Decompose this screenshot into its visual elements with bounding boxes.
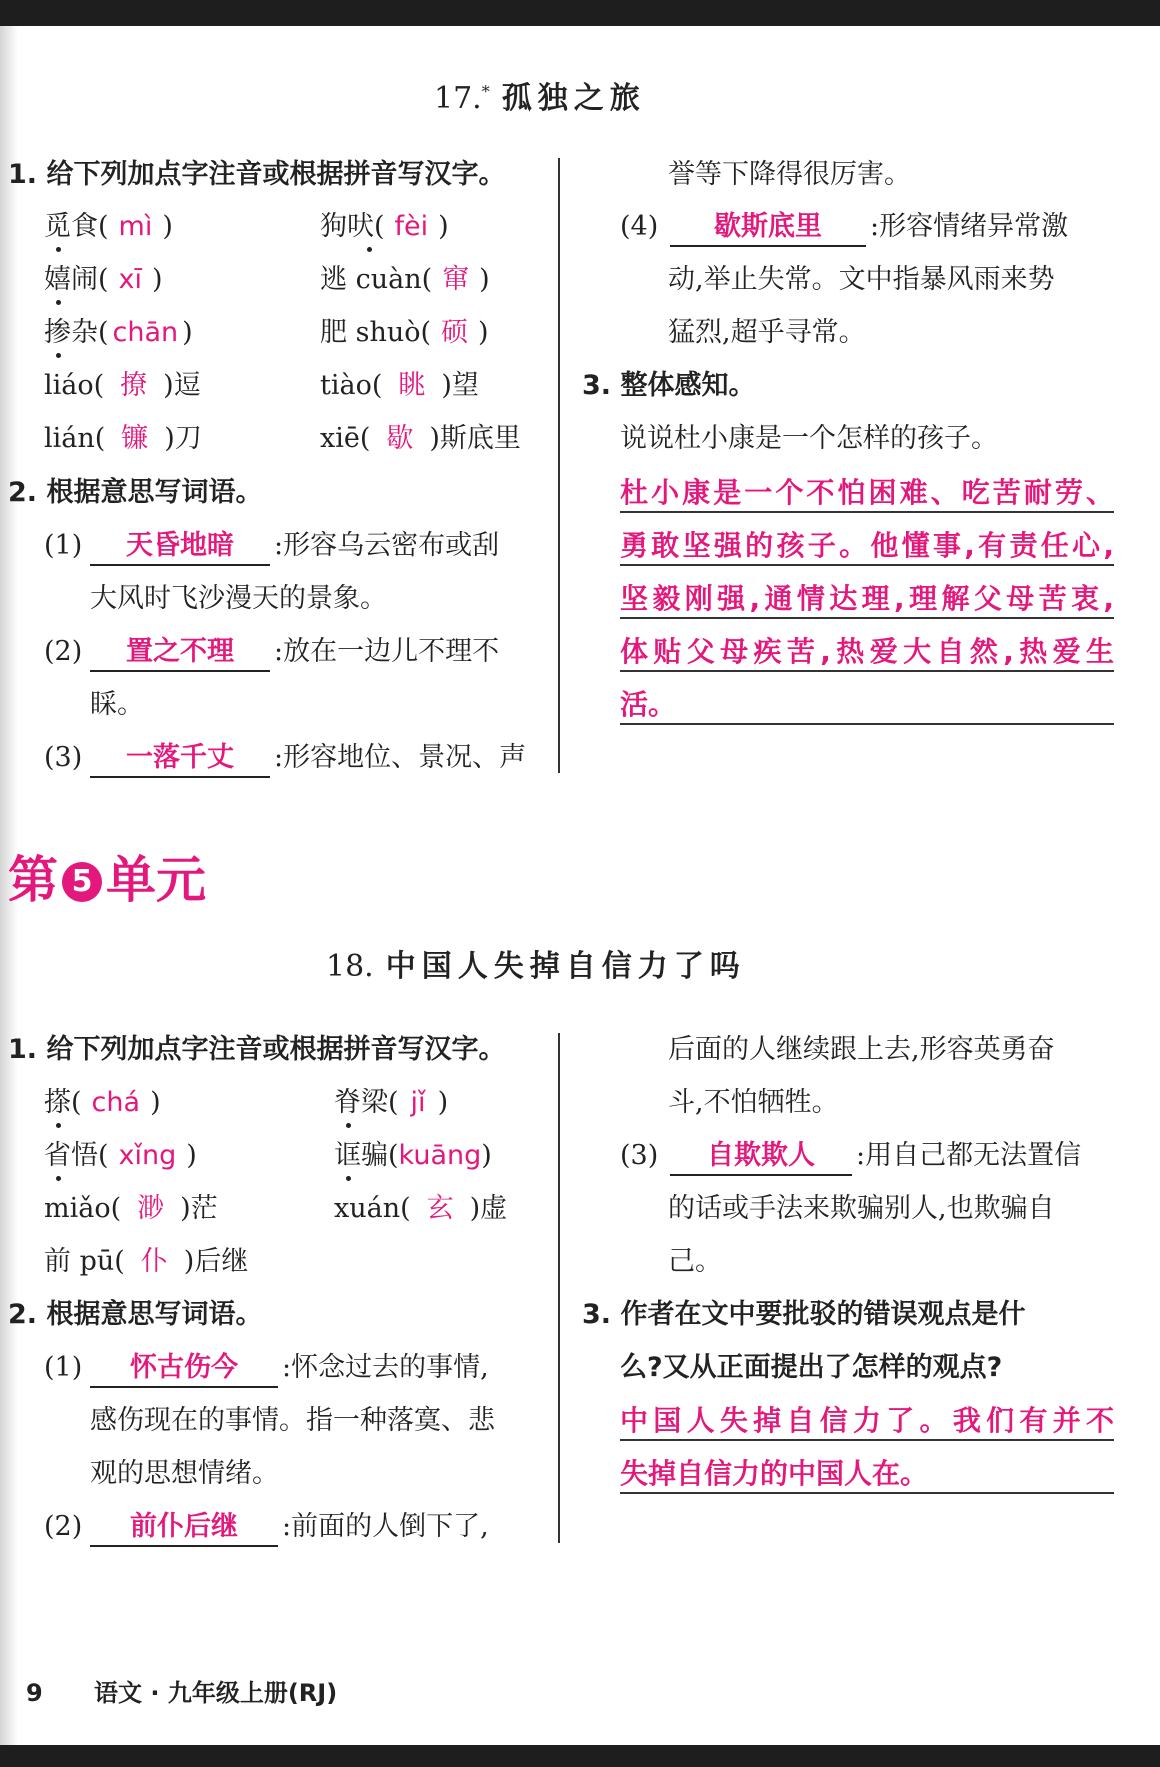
l18-q2-answer-1: 前仆后继: [130, 1511, 238, 1542]
l17-q1-item-9: xiē( 歇 )斯底里: [320, 423, 521, 454]
l18-q2-text-2a: :用自己都无法置信: [856, 1140, 1082, 1171]
l18-q2-label: 2. 根据意思写词语。: [8, 1299, 263, 1330]
emphasis-dot: [56, 300, 61, 305]
l17-q2-text-0a: :形容乌云密布或刮: [274, 530, 500, 561]
l17-q2-num-3: (4): [620, 211, 659, 242]
l18-q1-item-1: 脊梁( jǐ ): [334, 1087, 449, 1118]
answer-underline: [670, 245, 866, 247]
l18-q2-text-1a: :前面的人倒下了,: [282, 1511, 489, 1542]
l18-q1-item-4: miǎo( 渺 )茫: [44, 1193, 218, 1224]
lesson18-name: 中国人失掉自信力了吗: [385, 949, 746, 984]
emphasis-dot: [56, 353, 61, 358]
l18-q2-answer-2: 自欺欺人: [707, 1140, 815, 1171]
l17-q1-item-1: 狗吠( fèi ): [320, 211, 449, 242]
lesson17-name: 孤独之旅: [501, 81, 646, 116]
l18-q3-label-line1: 3. 作者在文中要批驳的错误观点是什: [582, 1299, 1026, 1330]
l18-q2-text-2b: 的话或手法来欺骗别人,也欺骗自: [668, 1193, 1055, 1224]
l18-q1-item-3: 诓骗(kuāng): [334, 1140, 492, 1171]
l18-q2-text-0c: 观的思想情绪。: [90, 1458, 279, 1489]
l17-q1-item-3: 逃 cuàn( 窜 ): [320, 264, 490, 295]
l18-q2-text-0b: 感伤现在的事情。指一种落寞、悲: [90, 1405, 495, 1436]
answer-rule: [620, 723, 1114, 725]
answer-rule: [620, 617, 1114, 619]
l17-q1-item-2: 嬉闹( xī ): [44, 264, 163, 295]
emphasis-dot: [56, 1123, 61, 1128]
l17-q3-question: 说说杜小康是一个怎样的孩子。: [620, 423, 998, 454]
lesson18-title: [326, 947, 746, 987]
answer-underline: [90, 1386, 278, 1388]
l17-q1-label: 1. 给下列加点字注音或根据拼音写汉字。: [8, 159, 506, 190]
answer-underline: [90, 670, 270, 672]
lesson18-number: 18.: [326, 949, 374, 984]
l18-q2-num-0: (1): [44, 1352, 83, 1383]
l17-q3-answer-line-4: 活。: [620, 688, 677, 721]
emphasis-dot: [56, 1176, 61, 1181]
l18-q1-item-5: xuán( 玄 )虚: [334, 1193, 508, 1224]
l17-q1-item-5: 肥 shuò( 硕 ): [320, 317, 489, 348]
lesson17-star: *: [481, 82, 490, 101]
l18-q1-item-0: 搽( chá ): [44, 1087, 161, 1118]
answer-underline: [90, 776, 270, 778]
l18-q2-text-2c: 己。: [668, 1246, 722, 1277]
l17-q3-answer-line-0: 杜小康是一个不怕困难、吃苦耐劳、: [620, 476, 1114, 509]
l17-q2-num-1: (2): [44, 636, 83, 667]
lesson17-title: [434, 72, 646, 119]
l18-q1-label: 1. 给下列加点字注音或根据拼音写汉字。: [8, 1034, 506, 1065]
l17-q2-text-1b: 睬。: [90, 689, 144, 720]
book-title: 语文 · 九年级上册(RJ): [94, 1679, 338, 1707]
l18-q2-text-0a: :怀念过去的事情,: [282, 1352, 489, 1383]
answer-underline: [90, 564, 270, 566]
l17-q1-item-6: liáo( 撩 )逗: [44, 370, 201, 401]
l17-q2-num-0: (1): [44, 530, 83, 561]
l17-q2-label: 2. 根据意思写词语。: [8, 477, 263, 508]
l17-q2-answer-3: 歇斯底里: [714, 211, 822, 242]
l18-q2-text-1b: 后面的人继续跟上去,形容英勇奋: [668, 1034, 1055, 1065]
l17-q3-answer-line-1: 勇敢坚强的孩子。他懂事,有责任心,: [620, 529, 1114, 562]
l18-q3-answer-line-1: 失掉自信力的中国人在。: [620, 1457, 929, 1490]
l18-q1-item-2: 省悟( xǐng ): [44, 1140, 197, 1171]
l17-q1-item-4: 掺杂( chān ): [44, 317, 193, 348]
l17-q1-item-7: tiào( 眺 )望: [320, 370, 479, 401]
lesson17-number: 17.: [434, 81, 482, 116]
answer-underline: [90, 1545, 278, 1547]
l17-q3-answer-line-2: 坚毅刚强,通情达理,理解父母苦衷,: [620, 582, 1114, 615]
l17-q2-text-0b: 大风时飞沙漫天的景象。: [90, 583, 387, 614]
l17-q2-text-3b: 动,举止失常。文中指暴风雨来势: [668, 264, 1055, 295]
answer-rule: [620, 670, 1114, 672]
l18-q2-text-1c: 斗,不怕牺牲。: [668, 1087, 839, 1118]
l17-q2-text-2b: 誉等下降得很厉害。: [668, 159, 911, 190]
l17-q2-answer-2: 一落千丈: [126, 742, 234, 773]
l18-q2-num-1: (2): [44, 1511, 83, 1542]
answer-rule: [620, 1439, 1114, 1441]
l17-q2-text-1a: :放在一边儿不理不: [274, 636, 500, 667]
answer-rule: [620, 564, 1114, 566]
answer-rule: [620, 1492, 1114, 1494]
emphasis-dot: [346, 1123, 351, 1128]
unit-number-badge: 5: [62, 862, 102, 902]
l17-q2-text-2a: :形容地位、景况、声: [274, 742, 527, 773]
l17-q1-item-0: 觅食( mì ): [44, 211, 173, 242]
l17-q2-answer-0: 天昏地暗: [126, 530, 234, 561]
page-number: 9: [26, 1679, 43, 1707]
answer-rule: [620, 511, 1114, 513]
l18-q2-num-2: (3): [620, 1140, 659, 1171]
l18-q3-answer-line-0: 中国人失掉自信力了。我们有并不: [620, 1404, 1114, 1437]
column-divider: [558, 1033, 560, 1543]
bottom-black-bar: [0, 1745, 1160, 1767]
emphasis-dot: [56, 247, 61, 252]
l18-q2-answer-0: 怀古伤今: [130, 1352, 238, 1383]
unit-heading: 第 5 单元: [8, 851, 206, 909]
l17-q3-answer-line-3: 体贴父母疾苦,热爱大自然,热爱生: [620, 635, 1114, 668]
l17-q2-num-2: (3): [44, 742, 83, 773]
l17-q2-text-3c: 猛烈,超乎寻常。: [668, 317, 866, 348]
l17-q1-item-8: lián( 镰 )刀: [44, 423, 202, 454]
answer-underline: [670, 1174, 852, 1176]
emphasis-dot: [346, 1176, 351, 1181]
column-divider: [558, 158, 560, 773]
l17-q3-label: 3. 整体感知。: [582, 370, 756, 401]
l17-q2-text-3a: :形容情绪异常激: [870, 211, 1069, 242]
top-black-bar: [0, 0, 1160, 26]
l17-q2-answer-1: 置之不理: [126, 636, 234, 667]
l18-q1-item-6: 前 pū( 仆 )后继: [44, 1246, 249, 1277]
emphasis-dot: [367, 247, 372, 252]
l18-q3-label-line2: 么?又从正面提出了怎样的观点?: [620, 1352, 1003, 1383]
